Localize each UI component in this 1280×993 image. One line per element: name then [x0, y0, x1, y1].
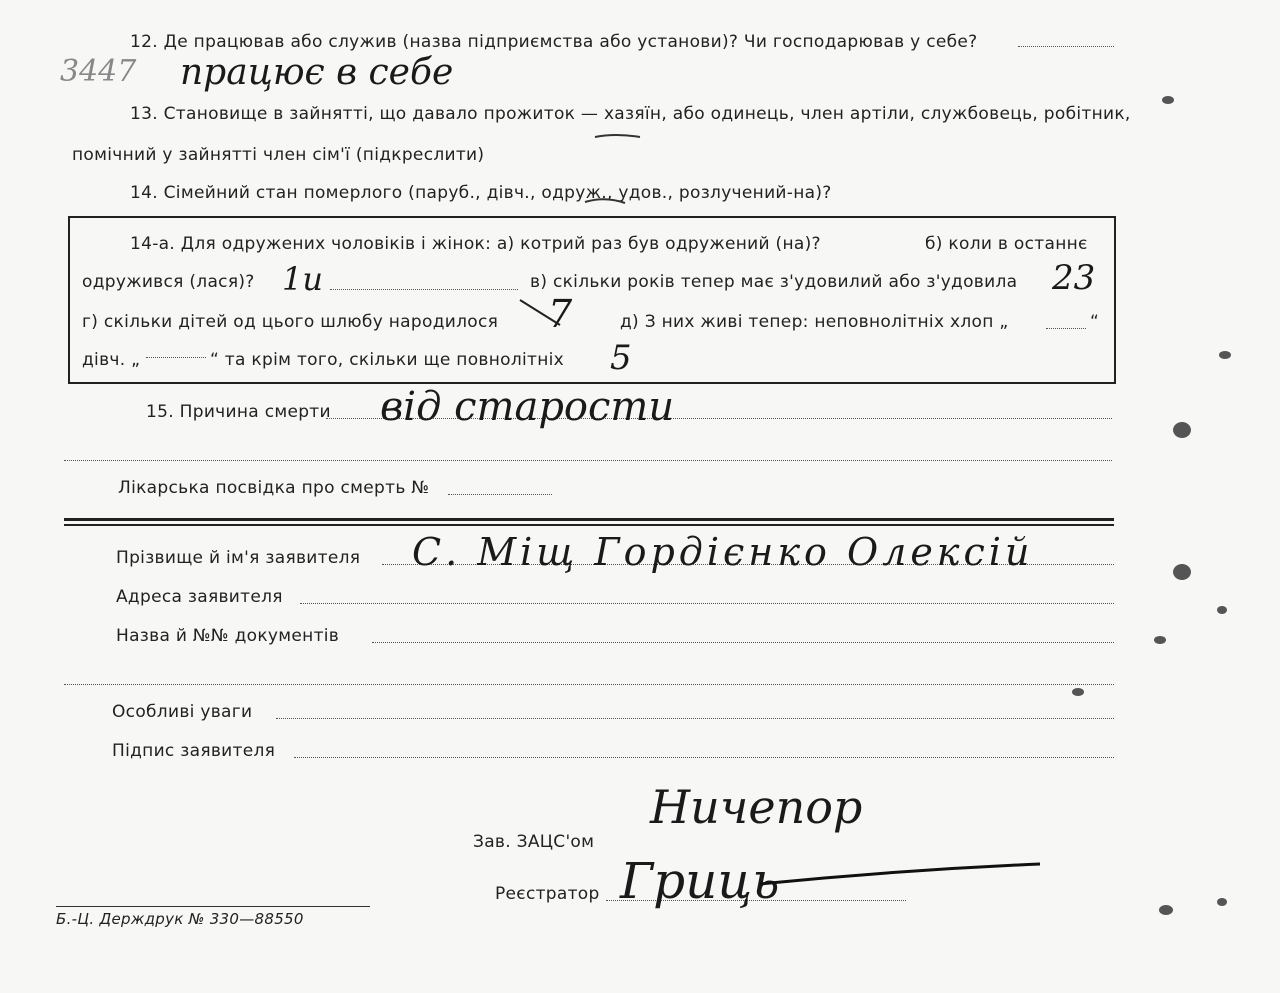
q15-label: 15. Причина смерти [146, 402, 331, 422]
q13-line1: 13. Становище в зайнятті, що давало прожиток — хазяїн, або одинець, член артіли, службовець, робітник, [130, 104, 1131, 124]
underline-hazyain [595, 135, 640, 137]
q14a-answer-g[interactable]: 7 [548, 292, 573, 336]
q14a-line3c: “ [1090, 312, 1100, 332]
binding-holes [1072, 96, 1231, 915]
margin-number: 3447 [60, 54, 137, 89]
q14a-line2b: в) скільки років тепер має з'удовилий або з'удовила [530, 272, 1018, 292]
zags-head-label: Зав. ЗАЦС'ом [473, 832, 595, 852]
q14a-line4a: дівч. „ [82, 350, 141, 370]
q14a-answer-adult[interactable]: 5 [610, 338, 632, 378]
zags-head-sign[interactable]: Ничепор [650, 780, 863, 834]
q12-label: 12. Де працював або служив (назва підприємства або установи)? Чи господарював у себе? [130, 32, 978, 52]
q14a-line3a: г) скільки дітей од цього шлюбу народилося [82, 312, 499, 332]
q13-line2: помічний у зайнятті член сім'ї (підкреслити) [72, 145, 485, 165]
registrar-label: Реєстратор [495, 884, 600, 904]
q14a-line4b: “ та крім того, скільки ще повнолітніх [210, 350, 565, 370]
q14a-answer-b[interactable]: 1и [282, 260, 323, 298]
applicant-name-label: Прізвище й ім'я заявителя [116, 548, 361, 568]
sign-label: Підпис заявителя [112, 741, 276, 761]
q12-answer[interactable]: працює в себе [180, 52, 454, 93]
printer-imprint: Б.-Ц. Держдрук № 330—88550 [56, 910, 304, 928]
q14a-line3b: д) З них живі тепер: неповнолітніх хлоп „ [620, 312, 1009, 332]
medical-label: Лікарська посвідка про смерть № [118, 478, 430, 498]
q14-label: 14. Сімейний стан померлого (паруб., дівч., одруж., удов., розлучений-на)? [130, 183, 832, 203]
applicant-name-value[interactable]: С. Міщ Гордієнко Олексій [412, 530, 1034, 574]
q14a-line1: 14-а. Для одружених чоловіків і жінок: а) котрий раз був одружений (на)? [130, 234, 821, 254]
arrow-stroke [520, 300, 560, 325]
applicant-address-label: Адреса заявителя [116, 587, 283, 607]
q14a-line1b: б) коли в останнє [925, 234, 1088, 254]
registrar-sign[interactable]: Гриць [620, 852, 780, 910]
registrar-sign-stroke [760, 864, 1040, 884]
q15-answer[interactable]: від старости [380, 384, 675, 430]
q14a-answer-v[interactable]: 23 [1052, 258, 1096, 298]
applicant-docs-label: Назва й №№ документів [116, 626, 340, 646]
notes-label: Особливі уваги [112, 702, 253, 722]
underline-odruzh [585, 199, 625, 203]
q14a-line2a: одружився (лася)? [82, 272, 255, 292]
